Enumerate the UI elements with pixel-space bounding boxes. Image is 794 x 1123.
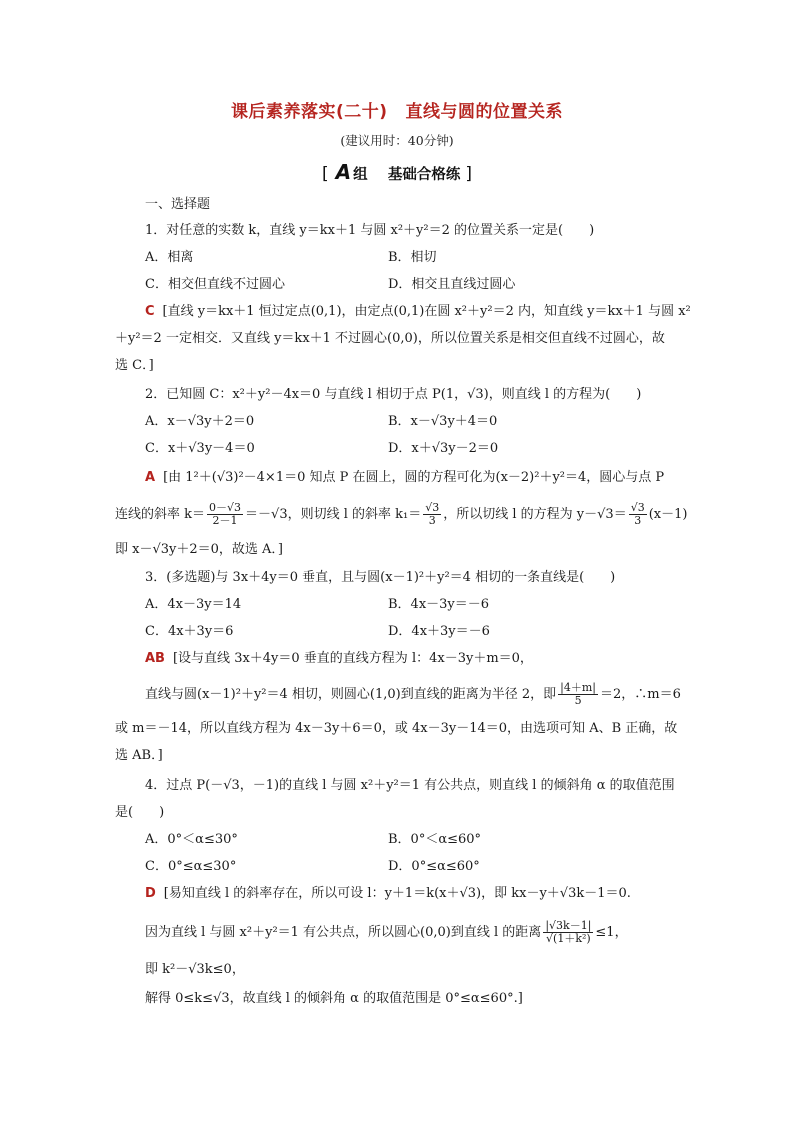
group-label: 组 基础合格练 — [353, 167, 461, 183]
q2-sol-2b: ＝－√3，则切线 l 的斜率 k₁＝ — [245, 507, 422, 522]
q3-solution-text-1: [设与直线 3x＋4y＝0 垂直的直线方程为 l：4x－3y＋m＝0， — [172, 651, 533, 666]
q2-fraction-line — [629, 502, 647, 527]
q2-solution-line-2 — [115, 502, 687, 527]
q3-solution-line-1 — [145, 649, 533, 669]
q4-option-b: B．0°＜α≤60° — [388, 832, 482, 847]
q1-solution-line-3: 选 C．] — [115, 358, 154, 373]
q3-option-a: A．4x－3y＝14 — [145, 597, 242, 612]
q3-sol-2a: 直线与圆(x－1)²＋y²＝4 相切，则圆心(1,0)到直线的距离为半径 2，即 — [145, 687, 557, 702]
q4-stem-line-2: 是( ) — [115, 805, 165, 820]
q4-stem-line-1: 4．过点 P(－√3，－1)的直线 l 与圆 x²＋y²＝1 有公共点，则直线 l 的倾斜角 α 的取值范围 — [145, 778, 675, 793]
q4-solution-line-1 — [145, 884, 631, 904]
q2-solution-text-1: [由 1²＋(√3)²－4×1＝0 知点 P 在圆上，圆的方程可化为(x－2)²＋y²＝4，圆心与点 P — [163, 470, 665, 485]
q1-answer-key: C — [145, 304, 155, 319]
q1-option-c: C．相交但直线不过圆心 — [145, 277, 285, 292]
q2-solution-line-3: 即 x－√3y＋2＝0，故选 A．] — [115, 542, 283, 557]
q2-f2-num: √3 — [425, 501, 440, 514]
suggested-time: (建议用时：40分钟) — [340, 133, 454, 148]
q3-fraction-distance — [558, 682, 598, 707]
q2-option-a: A．x－√3y＋2＝0 — [145, 414, 255, 429]
q4-solution-line-4: 解得 0≤k≤√3，故直线 l 的倾斜角 α 的取值范围是 0°≤α≤60°.] — [145, 991, 523, 1006]
q4-option-c: C．0°≤α≤30° — [145, 859, 237, 874]
q4-fraction-distance — [543, 920, 593, 945]
q4-sol-2a: 因为直线 l 与圆 x²＋y²＝1 有公共点，所以圆心(0,0)到直线 l 的距离 — [145, 925, 542, 940]
q3-option-b: B．4x－3y＝－6 — [388, 597, 490, 612]
q4-sol-2b: ≤1， — [595, 925, 628, 940]
q3-option-c: C．4x＋3y＝6 — [145, 624, 234, 639]
q3-stem: 3．(多选题)与 3x＋4y＝0 垂直，且与圆(x－1)²＋y²＝4 相切的一条直线是( ) — [145, 570, 616, 585]
right-bracket: ] — [465, 164, 473, 184]
q2-f1-num: 0－√3 — [209, 501, 242, 514]
q3-answer-key: AB — [145, 651, 165, 666]
q3-solution-line-3: 或 m＝－14，所以直线方程为 4x－3y＋6＝0，或 4x－3y－14＝0，由选项可知 A、B 正确，故 — [115, 721, 678, 736]
q2-f3-den: 3 — [634, 514, 642, 527]
q1-option-b: B．相切 — [388, 250, 437, 265]
q1-solution-line-1 — [145, 302, 691, 322]
left-bracket: [ — [321, 164, 329, 184]
q4-solution-text-1: [易知直线 l 的斜率存在，所以可设 l：y＋1＝k(x＋√3)，即 kx－y＋√3k－1＝0. — [163, 886, 631, 901]
q2-option-b: B．x－√3y＋4＝0 — [388, 414, 498, 429]
q2-sol-2d: (x－1) — [648, 507, 688, 522]
q3-option-d: D．4x＋3y＝－6 — [388, 624, 490, 639]
q2-f1-den: 2－1 — [212, 514, 238, 527]
q4-f-den: √(1＋k²) — [546, 932, 591, 945]
q2-answer-key: A — [145, 470, 156, 485]
q4-option-d: D．0°≤α≤60° — [388, 859, 480, 874]
q2-stem: 2．已知圆 C：x²＋y²－4x＝0 与直线 l 相切于点 P(1，√3)，则直线 l 的方程为( ) — [145, 387, 642, 402]
q2-option-d: D．x＋√3y－2＝0 — [388, 441, 499, 456]
page-title — [0, 97, 794, 122]
q1-stem: 1．对任意的实数 k，直线 y＝kx＋1 与圆 x²＋y²＝2 的位置关系一定是( ) — [145, 223, 595, 238]
q4-f-num: |√3k－1| — [545, 919, 592, 932]
q3-solution-line-2 — [145, 682, 681, 707]
q4-solution-line-3: 即 k²－√3k≤0， — [145, 962, 245, 977]
q2-f2-den: 3 — [428, 514, 436, 527]
q1-option-d: D．相交且直线过圆心 — [388, 277, 516, 292]
q2-sol-2c: ，所以切线 l 的方程为 y－√3＝ — [443, 507, 627, 522]
title-series: 课后素养落实(二十) — [230, 102, 388, 122]
q3-sol-2b: ＝2，∴m＝6 — [599, 687, 681, 702]
q1-solution-line-2: ＋y²＝2 一定相交．又直线 y＝kx＋1 不过圆心(0,0)，所以位置关系是相交但直线不过圆心，故 — [115, 331, 665, 346]
q2-fraction-slope — [207, 502, 243, 527]
q4-answer-key: D — [145, 886, 156, 901]
group-a-icon: A — [335, 160, 352, 184]
q4-solution-line-2 — [145, 920, 628, 945]
section-heading: 一、选择题 — [145, 197, 211, 212]
q2-option-c: C．x＋√3y－4＝0 — [145, 441, 255, 456]
q3-f-den: 5 — [574, 694, 582, 707]
q1-option-a: A．相离 — [145, 250, 194, 265]
q1-solution-text-1: [直线 y＝kx＋1 恒过定点(0,1)，由定点(0,1)在圆 x²＋y²＝2 内，知直线 y＝kx＋1 与圆 x² — [162, 304, 691, 319]
q4-option-a: A．0°＜α≤30° — [145, 832, 238, 847]
q2-sol-2a: 连线的斜率 k＝ — [115, 507, 206, 522]
q3-f-num: |4＋m| — [560, 681, 596, 694]
q3-solution-line-4: 选 AB．] — [115, 748, 163, 763]
title-topic: 直线与圆的位置关系 — [405, 102, 564, 122]
q2-fraction-k1 — [423, 502, 441, 527]
q2-solution-line-1 — [145, 468, 664, 488]
group-heading — [0, 160, 794, 184]
q2-f3-num: √3 — [630, 501, 645, 514]
